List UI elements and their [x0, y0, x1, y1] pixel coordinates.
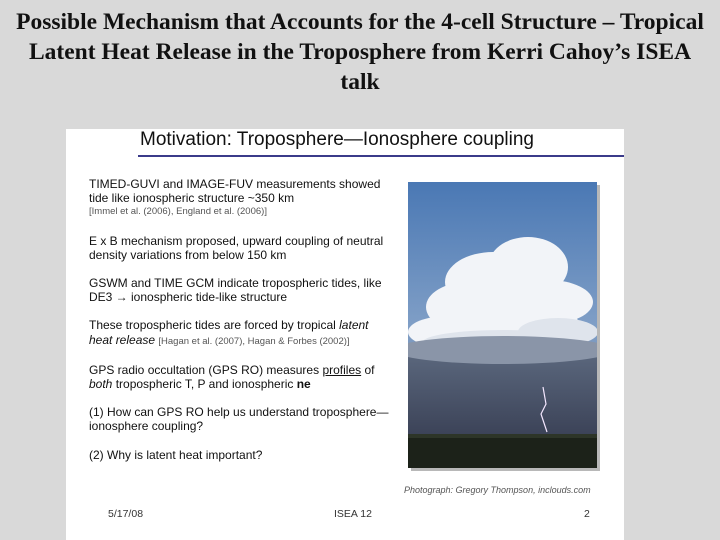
cloud-image [408, 182, 597, 468]
bullet-1-ref: [Immel et al. (2006), England et al. (2006)] [89, 206, 267, 218]
title-rule [138, 155, 624, 157]
bullet-list [89, 177, 389, 476]
bullet-5: GPS radio occultation (GPS RO) measures profiles of both tropospheric T, P and ionospheric ne [89, 362, 375, 392]
bullet-4: These tropospheric tides are forced by tropical latent heat release [Hagan et al. (2007), Hagan & Forbes (2002)] [89, 318, 369, 347]
footer-date: 5/17/08 [108, 508, 144, 520]
bullet-2: E x B mechanism proposed, upward coupling of neutral density variations from below 150 km [89, 233, 384, 262]
footer-page-number: 2 [584, 508, 590, 520]
bullet-1: TIMED-GUVI and IMAGE-FUV measurements showed tide like ionospheric structure ~350 km [Immel et al. (2006), England et al. (2006)] [89, 177, 389, 220]
bullet-7: (2) Why is latent heat important? [89, 447, 263, 462]
latent-heat-emphasis: latent heat release [89, 318, 369, 347]
bullet-3: GSWM and TIME GCM indicate tropospheric tides, like DE3 → ionospheric tide-like structure [89, 276, 382, 305]
photo-credit: Photograph: Gregory Thompson, inclouds.com [404, 485, 591, 495]
embedded-slide-title: Motivation: Troposphere—Ionosphere coupling [140, 129, 534, 150]
footer-conference: ISEA 12 [334, 508, 372, 520]
embedded-slide [66, 129, 624, 540]
thunderstorm-photo [408, 182, 597, 468]
bullet-4-ref: [Hagan et al. (2007), Hagan & Forbes (2002)] [158, 335, 350, 347]
bullet-6: (1) How can GPS RO help us understand troposphere—ionosphere coupling? [89, 405, 389, 434]
slide-title: Possible Mechanism that Accounts for the 4-cell Structure – Tropical Latent Heat Release in the Troposphere from Kerri Cahoy’s ISEA talk [16, 9, 704, 95]
